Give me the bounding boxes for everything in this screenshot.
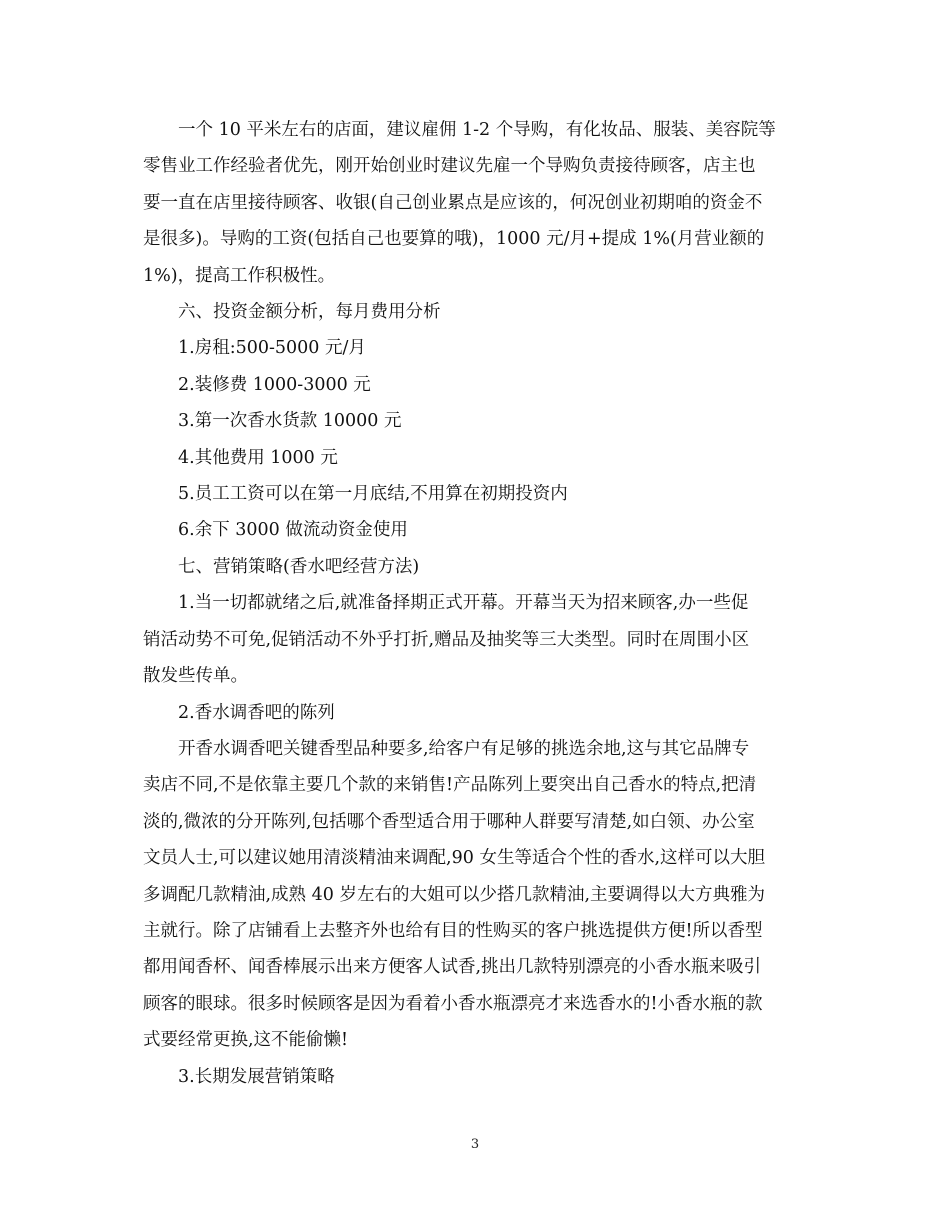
text-line: 都用闻香杯、闻香棒展示出来方便客人试香,挑出几款特别漂亮的小香水瓶来吸引 [143, 957, 762, 978]
subheading: 3.长期发展营销策略 [178, 1066, 335, 1087]
page-number: 3 [470, 1137, 480, 1152]
list-item: 6.余下 3000 做流动资金使用 [178, 520, 408, 541]
text-line: 多调配几款精油,成熟 40 岁左右的大姐可以少搭几款精油,主要调得以大方典雅为 [143, 884, 766, 905]
list-item: 5.员工工资可以在第一月底结,不用算在初期投资内 [178, 484, 568, 505]
text-line: 一个 10 平米左右的店面，建议雇佣 1-2 个导购，有化妆品、服装、美容院等 [178, 120, 776, 140]
paragraph [143, 112, 811, 294]
text-line: 1%)，提高工作积极性。 [143, 265, 336, 286]
text-line: 散发些传单。 [143, 666, 248, 687]
text-line: 开香水调香吧关键香型品种要多,给客户有足够的挑选余地,这与其它品牌专 [178, 738, 750, 759]
paragraph [143, 585, 811, 694]
text-line: 要一直在店里接待顾客、收银(自己创业累点是应该的，何况创业初期咱的资金不 [143, 192, 763, 213]
text-line: 是很多)。导购的工资(包括自己也要算的哦)，1000 元/月+提成 1%(月营业额的 [143, 229, 765, 250]
text-line: 顾客的眼球。很多时候顾客是因为看着小香水瓶漂亮才来选香水的!小香水瓶的款 [143, 993, 763, 1014]
text-line: 零售业工作经验者优先，刚开始创业时建议先雇一个导购负责接待顾客，店主也 [143, 156, 756, 177]
paragraph [143, 731, 811, 1059]
text-line: 式要经常更换,这不能偷懒! [143, 1030, 349, 1051]
list-item: 4.其他费用 1000 元 [178, 447, 338, 468]
text-line: 1.当一切都就绪之后,就准备择期正式开幕。开幕当天为招来顾客,办一些促 [178, 593, 749, 614]
list-item: 1.房租:500-5000 元/月 [178, 338, 366, 359]
document-page [143, 112, 811, 1095]
text-line: 销活动势不可免,促销活动不外乎打折,赠品及抽奖等三大类型。同时在周围小区 [143, 629, 750, 650]
text-line: 主就行。除了店铺看上去整齐外也给有目的性购买的客户挑选提供方便!所以香型 [143, 920, 763, 941]
list-item: 3.第一次香水货款 10000 元 [178, 411, 402, 432]
list-item: 2.装修费 1000-3000 元 [178, 374, 371, 395]
section-heading: 六、投资金额分析，每月费用分析 [178, 302, 441, 323]
text-line: 卖店不同,不是依靠主要几个款的来销售!产品陈列上要突出自己香水的特点,把清 [143, 775, 757, 796]
subheading: 2.香水调香吧的陈列 [178, 702, 335, 723]
text-line: 淡的,微浓的分开陈列,包括哪个香型适合用于哪种人群要写清楚,如白领、办公室 [143, 811, 755, 832]
text-line: 文员人士,可以建议她用清淡精油来调配,90 女生等适合个性的香水,这样可以大胆 [143, 848, 766, 869]
section-heading: 七、营销策略(香水吧经营方法) [178, 556, 420, 577]
